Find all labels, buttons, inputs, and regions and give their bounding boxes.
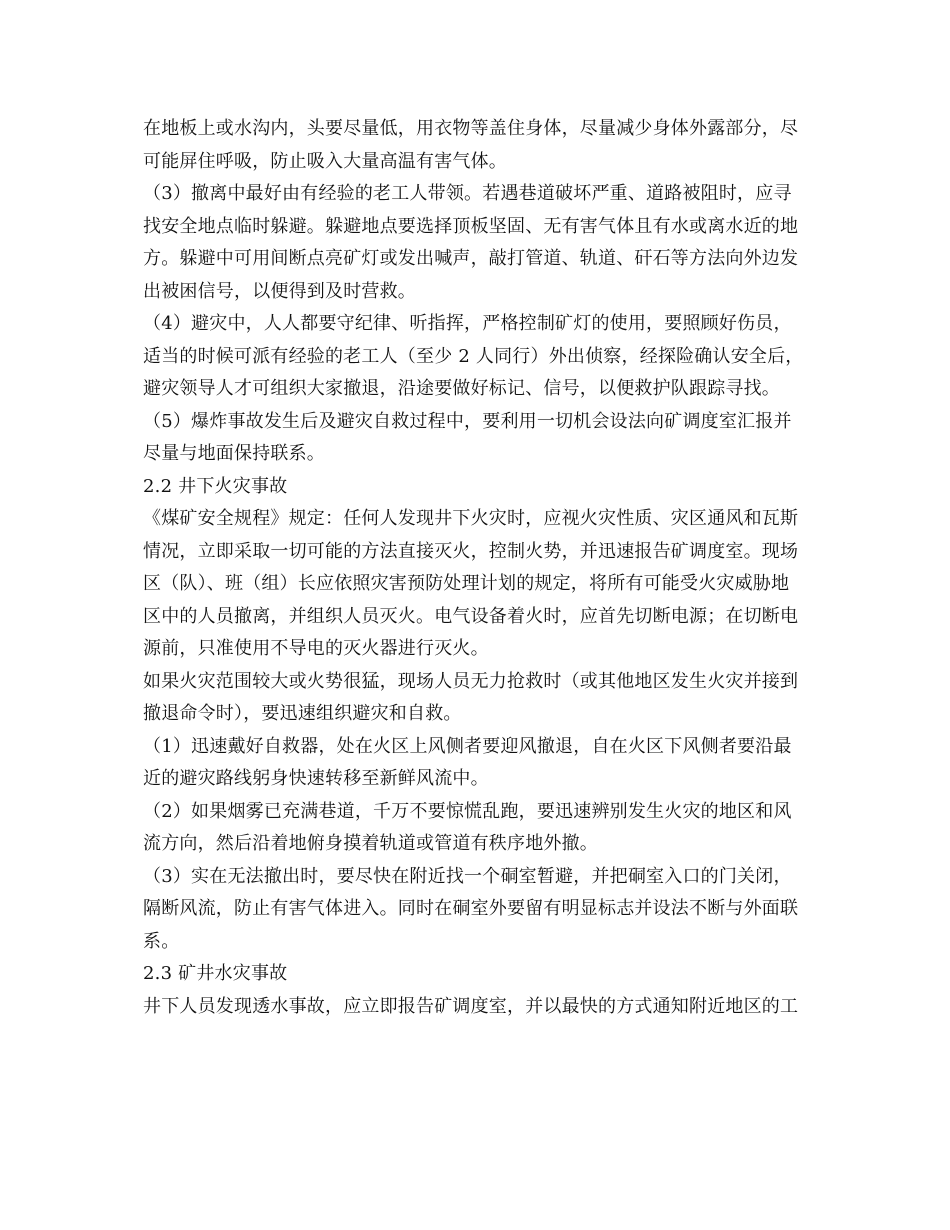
text-line: 在地板上或水沟内，头要尽量低，用衣物等盖住身体，尽量减少身体外露部分，尽 — [143, 118, 799, 139]
text-line: 避灾领导人才可组织大家撤退，沿途要做好标记、信号，以便救护队跟踪寻找。 — [143, 378, 780, 399]
text-line: 隔断风流，防止有害气体进入。同时在硐室外要留有明显标志并设法不断与外面联 — [143, 898, 799, 919]
section-heading: 2.2 井下火灾事故 — [143, 475, 288, 497]
text-line: 近的避灾路线躬身快速转移至新鲜风流中。 — [143, 768, 489, 789]
text-line: 撤退命令时），要迅速组织避灾和自救。 — [143, 703, 462, 724]
text-line: （2）如果烟雾已充满巷道，千万不要惊慌乱跑，要迅速辨别发生火灾的地区和风 — [143, 800, 792, 822]
text-line: （3）撤离中最好由有经验的老工人带领。若遇巷道破坏严重、道路被阻时，应寻 — [143, 183, 792, 204]
document-body — [143, 113, 811, 1023]
text-line: （3）实在无法撤出时，要尽快在附近找一个硐室暂避，并把硐室入口的门关闭， — [143, 865, 792, 887]
text-line: 区中的人员撤离，并组织人员灭火。电气设备着火时，应首先切断电源；在切断电 — [143, 605, 799, 627]
text-line: 出被困信号，以便得到及时营救。 — [143, 280, 416, 302]
text-line: 系。 — [143, 930, 180, 952]
text-line: 尽量与地面保持联系。 — [143, 443, 325, 464]
text-line: 区（队）、班（组）长应依照灾害预防处理计划的规定，将所有可能受火灾威胁地 — [143, 573, 790, 594]
text-line: 情况，立即采取一切可能的方法直接灭火，控制火势，并迅速报告矿调度室。现场 — [143, 540, 799, 562]
text-line: 找安全地点临时躲避。躲避地点要选择顶板坚固、无有害气体且有水或离水近的地 — [143, 215, 799, 237]
section-heading: 2.3 矿井水灾事故 — [143, 963, 288, 984]
text-line: 如果火灾范围较大或火势很猛，现场人员无力抢救时（或其他地区发生火灾并接到 — [143, 670, 799, 692]
text-line: （1）迅速戴好自救器，处在火区上风侧者要迎风撤退，自在火区下风侧者要沿最 — [143, 735, 792, 757]
text-line: 井下人员发现透水事故，应立即报告矿调度室，并以最快的方式通知附近地区的工 — [143, 995, 799, 1017]
text-line: 方。躲避中可用间断点亮矿灯或发出喊声，敲打管道、轨道、矸石等方法向外边发 — [143, 248, 799, 269]
text-line: 《煤矿安全规程》规定：任何人发现井下火灾时，应视火灾性质、灾区通风和瓦斯 — [143, 508, 799, 529]
text-line: （4）避灾中，人人都要守纪律、听指挥，严格控制矿灯的使用，要照顾好伤员， — [143, 313, 792, 334]
text-line: 流方向，然后沿着地俯身摸着轨道或管道有秩序地外撤。 — [143, 833, 598, 854]
text-line: 可能屏住呼吸，防止吸入大量高温有害气体。 — [143, 150, 507, 172]
text-line: 适当的时候可派有经验的老工人（至少 2 人同行）外出侦察，经探险确认安全后， — [143, 345, 804, 367]
text-line: 源前，只准使用不导电的灭火器进行灭火。 — [143, 638, 489, 659]
text-line: （5）爆炸事故发生后及避灾自救过程中，要利用一切机会设法向矿调度室汇报并 — [143, 410, 792, 432]
